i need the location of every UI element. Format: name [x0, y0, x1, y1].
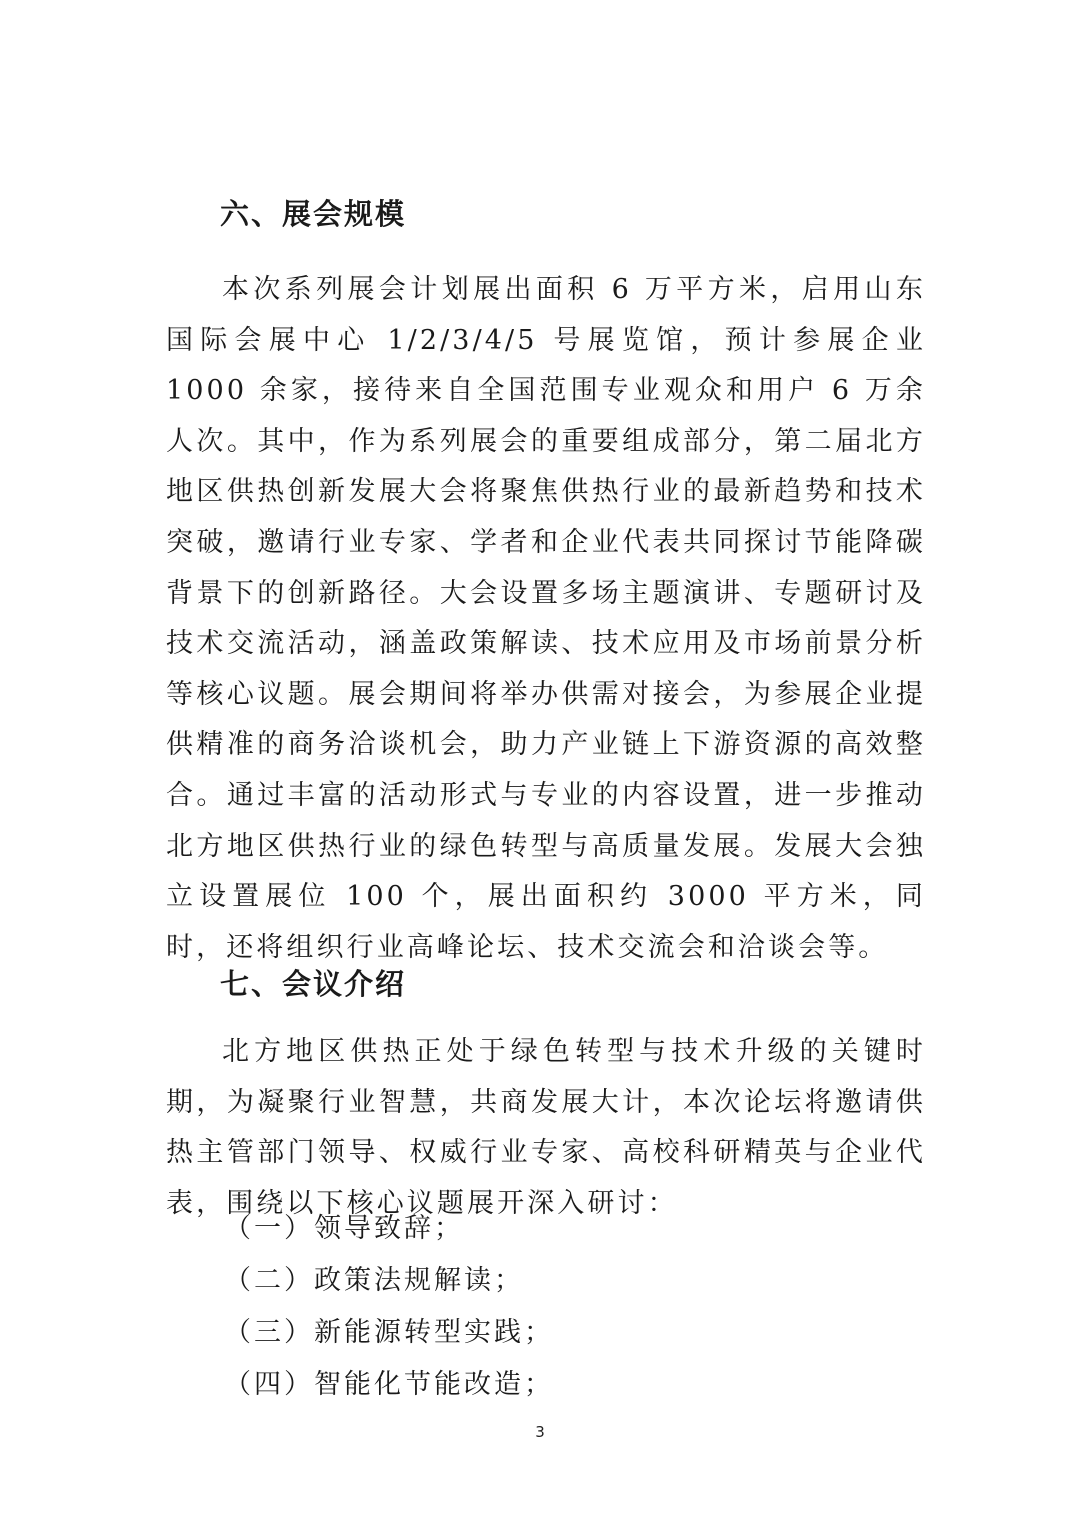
- topic-list: [224, 1203, 554, 1411]
- section-heading-exhibition-scale: 六、展会规模: [220, 197, 407, 231]
- list-item: （三）新能源转型实践；: [224, 1317, 554, 1348]
- page-number: 3: [535, 1423, 545, 1441]
- section-paragraph-conference-intro: 北方地区供热正处于绿色转型与技术升级的关键时期，为凝聚行业智慧，共商发展大计，本次论坛将邀请供热主管部门领导、权威行业专家、高校科研精英与企业代表，围绕以下核心议题展开深入研讨：: [166, 1036, 926, 1219]
- list-item: （一）领导致辞；: [224, 1213, 464, 1244]
- list-item: （二）政策法规解读；: [224, 1265, 524, 1296]
- list-item: （四）智能化节能改造；: [224, 1369, 554, 1400]
- section-paragraph-exhibition-scale: 本次系列展会计划展出面积 6 万平方米，启用山东国际会展中心 1/2/3/4/5 号展览馆，预计参展企业 1000 余家，接待来自全国范围专业观众和用户 6 万余人次。其中，作为系列展会的重要组成部分，第二届北方地区供热创新发展大会将聚焦供热行业的最新趋势和技术突破，邀请行业专家、学者和企业代表共同探讨节能降碳背景下的创新路径。大会设置多场主题演讲、专题研讨及技术交流活动，涵盖政策解读、技术应用及市场前景分析等核心议题。展会期间将举办供需对接会，为参展企业提供精准的商务洽谈机会，助力产业链上下游资源的高效整合。通过丰富的活动形式与专业的内容设置，进一步推动北方地区供热行业的绿色转型与高质量发展。发展大会独立设置展位 100 个，展出面积约 3000 平方米，同时，还将组织行业高峰论坛、技术交流会和洽谈会等。: [166, 274, 926, 963]
- section-heading-conference-intro: 七、会议介绍: [220, 967, 407, 1001]
